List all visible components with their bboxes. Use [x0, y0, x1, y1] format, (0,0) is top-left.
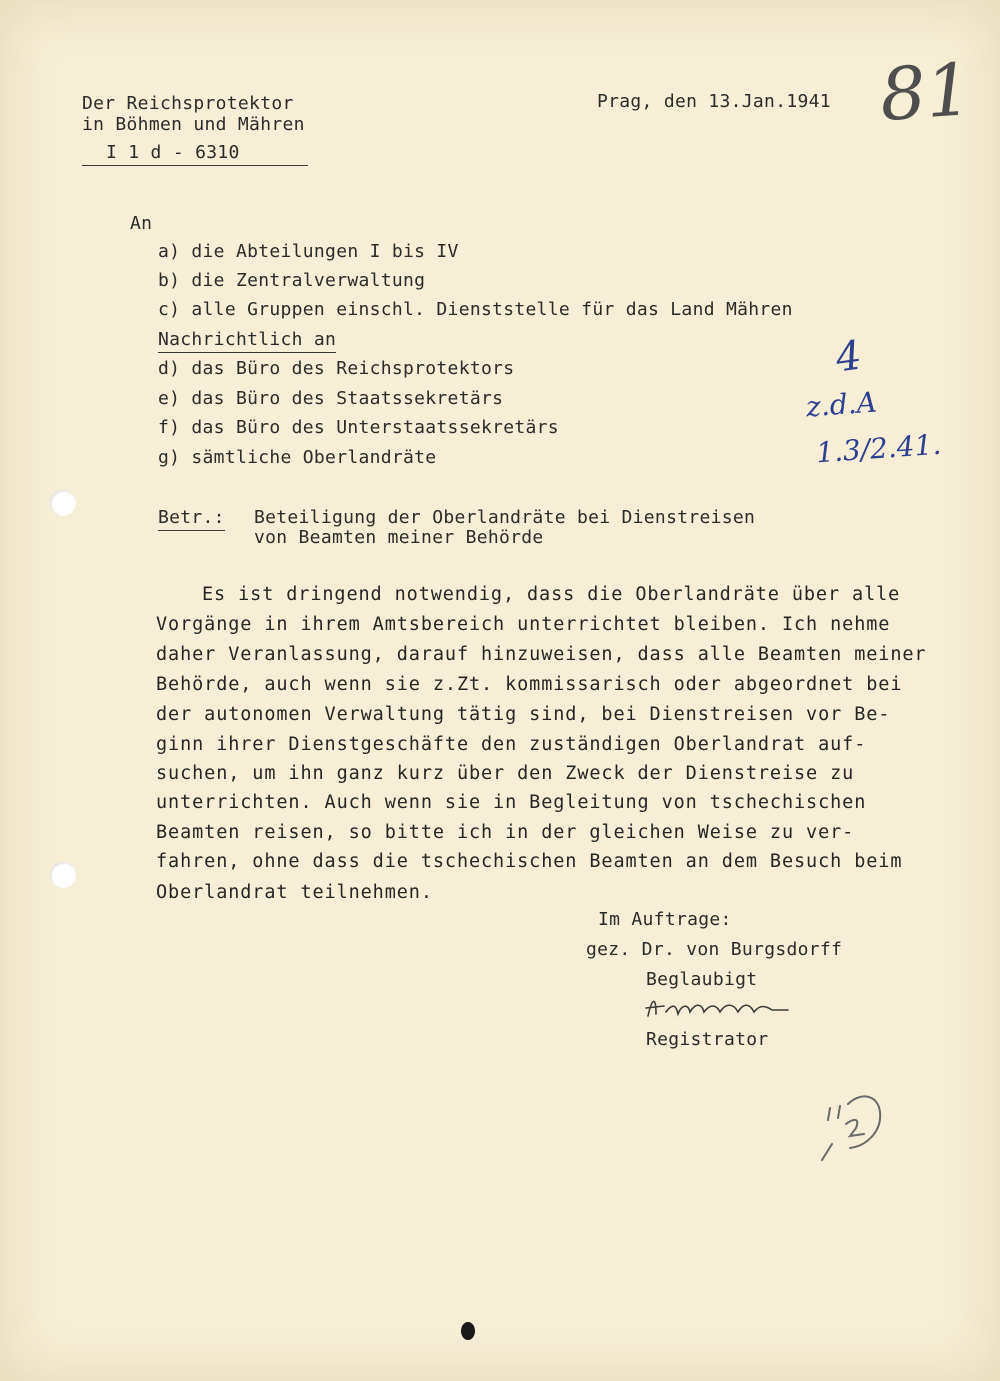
recipient-e: e) das Büro des Staatssekretärs: [158, 388, 504, 409]
body-line: ginn ihrer Dienstgeschäfte den zuständigen Oberlandrat auf-: [156, 734, 867, 755]
body-line: unterrichten. Auch wenn sie in Begleitung von tschechischen: [156, 792, 867, 813]
cc-label: Nachrichtlich an: [158, 330, 336, 353]
sender-line-2: in Böhmen und Mähren: [82, 114, 305, 135]
recipient-g: g) sämtliche Oberlandräte: [158, 447, 437, 468]
closing-signed: gez. Dr. von Burgsdorff: [586, 939, 843, 960]
body-line: fahren, ohne dass die tschechischen Beamten an dem Besuch beim: [156, 851, 903, 872]
subject-label: Betr.:: [158, 508, 225, 531]
handwritten-signature: [642, 990, 802, 1026]
recipient-a: a) die Abteilungen I bis IV: [158, 241, 459, 262]
body-line: daher Veranlassung, darauf hinzuweisen, dass alle Beamten meiner: [156, 644, 927, 665]
subject-line-2: von Beamten meiner Behörde: [254, 527, 544, 548]
closing-on-behalf: Im Auftrage:: [598, 909, 732, 930]
subject-line-1: Beteiligung der Oberlandräte bei Dienstreisen: [254, 507, 756, 528]
body-line: Behörde, auch wenn sie z.Zt. kommissarisch oder abgeordnet bei: [156, 674, 903, 695]
annotation-line-3: 1.3/2.41.: [815, 427, 943, 470]
punch-hole: [50, 862, 76, 888]
place-date: Prag, den 13.Jan.1941: [597, 91, 831, 112]
body-line: suchen, um ihn ganz kurz über den Zweck der Dienstreise zu: [156, 763, 855, 784]
pencil-mark: [812, 1084, 892, 1164]
sender-line-1: Der Reichsprotektor: [82, 93, 294, 114]
recipient-c: c) alle Gruppen einschl. Dienststelle für das Land Mähren: [158, 299, 793, 320]
recipient-f: f) das Büro des Unterstaatssekretärs: [158, 417, 559, 438]
body-line: Beamten reisen, so bitte ich in der gleichen Weise zu ver-: [156, 822, 855, 843]
recipient-d: d) das Büro des Reichsprotektors: [158, 358, 515, 379]
archive-number: 81: [877, 46, 975, 138]
closing-role: Registrator: [646, 1029, 769, 1050]
closing-certified: Beglaubigt: [646, 969, 758, 990]
body-line: Es ist dringend notwendig, dass die Oberlandräte über alle: [202, 584, 901, 605]
recipient-b: b) die Zentralverwaltung: [158, 270, 426, 291]
annotation-line-2: z.d.A: [804, 385, 878, 424]
body-line: Oberlandrat teilnehmen.: [156, 882, 433, 903]
annotation-line-1: 4: [832, 332, 865, 382]
body-line: Vorgänge in ihrem Amtsbereich unterrichtet bleiben. Ich nehme: [156, 614, 891, 635]
body-line: der autonomen Verwaltung tätig sind, bei Dienstreisen vor Be-: [156, 704, 891, 725]
ink-dot: [461, 1322, 475, 1340]
punch-hole: [50, 490, 76, 516]
reference-number: I 1 d - 6310: [82, 143, 308, 166]
to-label: An: [130, 213, 153, 234]
